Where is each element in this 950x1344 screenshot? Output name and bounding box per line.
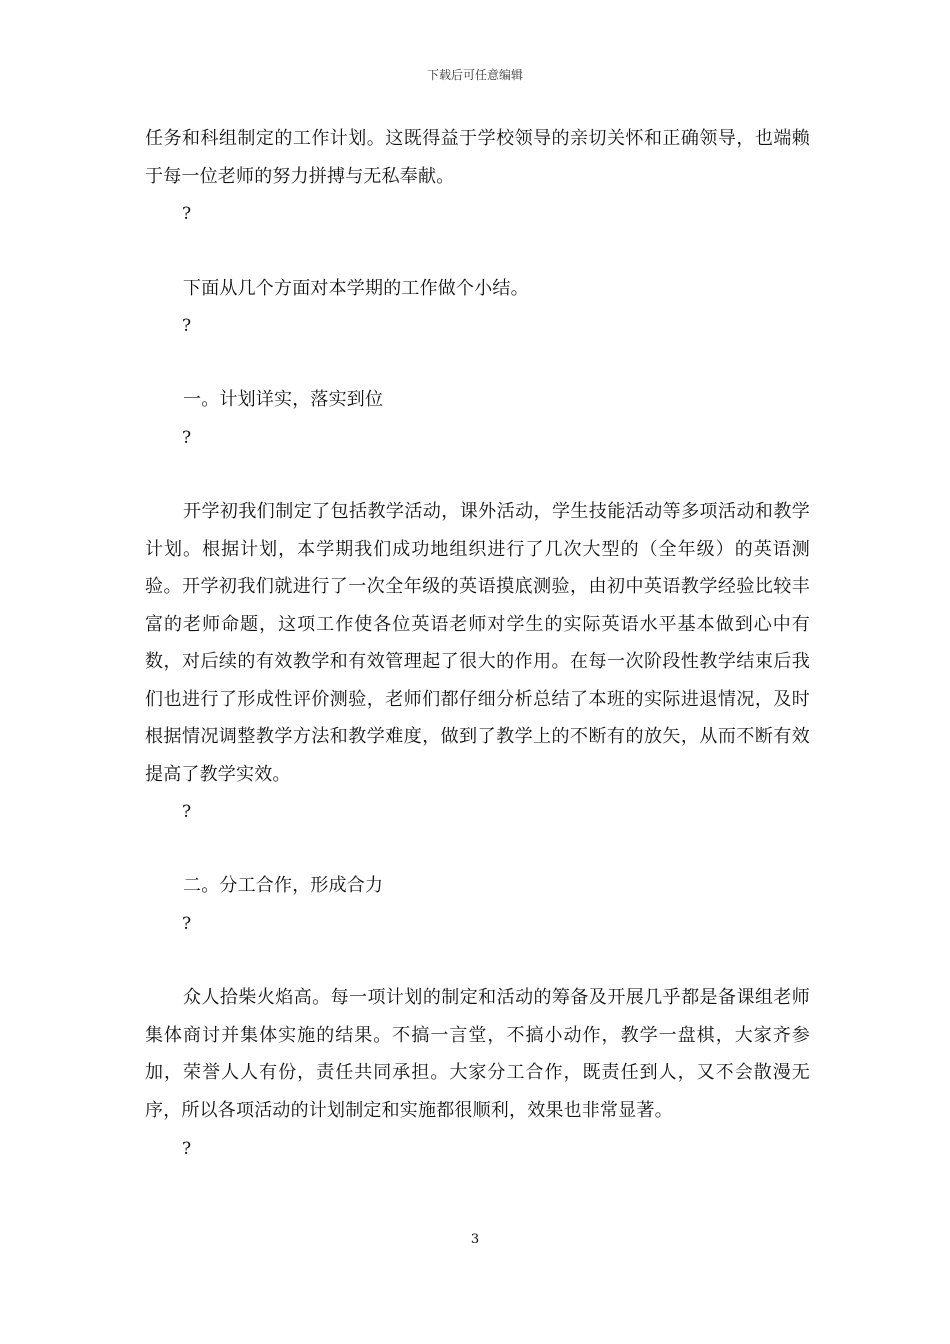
placeholder-mark: ? bbox=[182, 802, 192, 822]
placeholder-mark: ? bbox=[182, 316, 192, 336]
section-heading-2: 二。分工合作，形成合力 bbox=[183, 875, 384, 896]
paragraph-cooperation: 众人拾柴火焰高。每一项计划的制定和活动的筹备及开展几乎都是备课组老师集体商讨并集体实施的结果。不搞一言堂，不搞小动作，教学一盘棋，大家齐参加，荣誉人人有份，责任共同承担。大家分工合作，既责任到人，又不会散漫无序，所以各项活动的计划制定和实施都很顺利，效果也非常显著。 bbox=[145, 987, 810, 1121]
page-number: 3 bbox=[470, 1232, 480, 1247]
paragraph-continuation: 任务和科组制定的工作计划。这既得益于学校领导的亲切关怀和正确领导，也端赖于每一位老师的努力拼搏与无私奉献。 bbox=[145, 128, 810, 187]
section-heading-1: 一。计划详实，落实到位 bbox=[183, 389, 384, 410]
placeholder-mark: ? bbox=[182, 428, 192, 448]
paragraph-plan: 开学初我们制定了包括教学活动，课外活动，学生技能活动等多项活动和教学计划。根据计划，本学期我们成功地组织进行了几次大型的（全年级）的英语测验。开学初我们就进行了一次全年级的英语摸底测验，由初中英语教学经验比较丰富的老师命题，这项工作使各位英语老师对学生的实际英语水平基本做到心中有数，对后续的有效教学和有效管理起了很大的作用。在每一次阶段性教学结束后我们也进行了形成性评价测验，老师们都仔细分析总结了本班的实际进退情况，及时根据情况调整教学方法和教学难度，做到了教学上的不断有的放矢，从而不断有效提高了教学实效。 bbox=[145, 501, 810, 785]
page-header: 下载后可任意编辑 bbox=[426, 68, 523, 82]
placeholder-mark: ? bbox=[182, 204, 192, 224]
paragraph-intro: 下面从几个方面对本学期的工作做个小结。 bbox=[183, 278, 529, 299]
placeholder-mark: ? bbox=[182, 914, 192, 934]
placeholder-mark: ? bbox=[182, 1139, 192, 1159]
